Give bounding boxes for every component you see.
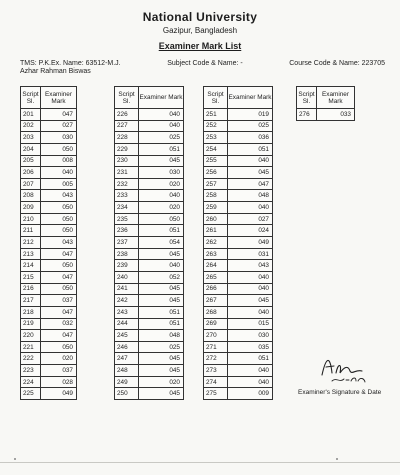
examiner-signature [318,351,368,385]
table-row [115,341,184,353]
script-number: 248 [115,365,139,377]
script-number: 244 [115,318,139,330]
examiner-mark: 045 [139,295,184,307]
table-row [204,155,273,167]
table-row [115,306,184,318]
table-row [21,248,77,260]
examiner-mark: 040 [228,202,273,214]
script-number: 252 [204,120,228,132]
table-row [115,132,184,144]
examiner-mark: 040 [228,365,273,377]
examiner-mark: 050 [41,341,77,353]
examiner-mark: 050 [41,225,77,237]
table-row [115,167,184,179]
examiner-mark: 030 [139,167,184,179]
table-row [204,353,273,365]
mark-header: Examiner Mark [228,87,273,109]
script-number: 270 [204,330,228,342]
script-number: 224 [21,376,41,388]
course-info: Course Code & Name: 223705 [289,60,385,67]
script-header: Script Sl. [297,87,317,109]
examiner-mark: 040 [41,167,77,179]
examiner-info: TMS: P.K.Ex. Name: 63512-M.J. [20,60,121,67]
scan-speck [14,458,16,460]
mark-table-3 [203,86,273,400]
script-number: 229 [115,143,139,155]
table-row [115,330,184,342]
examiner-mark: 008 [41,155,77,167]
script-number: 275 [204,388,228,400]
script-number: 214 [21,260,41,272]
script-number: 204 [21,143,41,155]
university-location: Gazipur, Bangladesh [162,26,238,35]
document-header [0,10,400,51]
table-row [21,225,77,237]
script-number: 226 [115,109,139,121]
mark-header: Examiner Mark [41,87,77,109]
examiner-mark: 040 [228,155,273,167]
table-row [204,237,273,249]
table-row [204,213,273,225]
table-row [204,271,273,283]
table-row [115,213,184,225]
script-number: 223 [21,365,41,377]
examiner-mark: 040 [228,271,273,283]
script-number: 263 [204,248,228,260]
table-row [204,283,273,295]
examiner-mark: 005 [41,178,77,190]
examiner-mark: 050 [41,283,77,295]
table-row [115,155,184,167]
table-row [204,376,273,388]
examiner-mark: 025 [139,132,184,144]
table-row [21,213,77,225]
script-number: 209 [21,202,41,214]
table-header-row [204,87,273,109]
examiner-mark: 045 [139,353,184,365]
table-row [115,295,184,307]
table-row [21,353,77,365]
table-row [21,376,77,388]
examiner-mark: 025 [228,120,273,132]
table-row [204,109,273,121]
examiner-mark: 045 [139,283,184,295]
script-number: 265 [204,271,228,283]
table-row [21,120,77,132]
script-number: 205 [21,155,41,167]
script-number: 269 [204,318,228,330]
script-number: 246 [115,341,139,353]
table-row [115,202,184,214]
script-number: 253 [204,132,228,144]
script-number: 210 [21,213,41,225]
script-number: 219 [21,318,41,330]
table-row [115,237,184,249]
table-row [115,365,184,377]
table-row [21,341,77,353]
script-number: 241 [115,283,139,295]
table-row [21,167,77,179]
examiner-mark: 045 [228,167,273,179]
script-number: 259 [204,202,228,214]
examiner-mark: 037 [41,365,77,377]
table-row [21,306,77,318]
table-row [21,143,77,155]
table-row [115,109,184,121]
examiner-mark: 054 [139,237,184,249]
table-row [204,202,273,214]
examiner-mark: 047 [41,248,77,260]
table-row [21,132,77,144]
examiner-mark: 024 [228,225,273,237]
table-row [204,388,273,400]
table-row [21,330,77,342]
exam-meta [20,60,385,75]
script-number: 267 [204,295,228,307]
script-number: 211 [21,225,41,237]
script-number: 266 [204,283,228,295]
script-number: 212 [21,237,41,249]
mark-header: Examiner Mark [317,87,355,109]
examiner-mark: 040 [228,283,273,295]
script-header: Script Sl. [204,87,228,109]
table-row [115,143,184,155]
examiner-mark: 047 [41,109,77,121]
table-row [115,260,184,272]
table-row [204,295,273,307]
script-number: 228 [115,132,139,144]
examiner-mark: 048 [228,190,273,202]
table-header-row [297,87,355,109]
examiner-mark: 048 [139,330,184,342]
script-number: 213 [21,248,41,260]
examiner-mark: 050 [139,213,184,225]
examiner-mark: 019 [228,109,273,121]
script-number: 201 [21,109,41,121]
examiner-mark: 045 [228,295,273,307]
examiner-mark: 045 [139,388,184,400]
script-number: 251 [204,109,228,121]
table-row [204,260,273,272]
table-row [115,376,184,388]
script-number: 274 [204,376,228,388]
script-number: 236 [115,225,139,237]
script-number: 218 [21,306,41,318]
examiner-name: Azhar Rahman Biswas [20,68,91,75]
examiner-mark: 040 [228,376,273,388]
examiner-mark: 030 [41,132,77,144]
table-row [21,295,77,307]
script-number: 216 [21,283,41,295]
table-row [21,318,77,330]
signature-label: Examiner's Signature & Date [298,389,382,396]
examiner-mark: 040 [139,120,184,132]
examiner-mark: 020 [139,202,184,214]
script-number: 238 [115,248,139,260]
examiner-mark: 027 [228,213,273,225]
script-number: 221 [21,341,41,353]
script-number: 235 [115,213,139,225]
script-number: 262 [204,237,228,249]
examiner-mark: 051 [139,225,184,237]
script-number: 264 [204,260,228,272]
examiner-mark: 047 [41,306,77,318]
script-number: 215 [21,271,41,283]
table-header-row [21,87,77,109]
table-row [297,109,355,121]
examiner-mark: 009 [228,388,273,400]
script-number: 231 [115,167,139,179]
script-number: 225 [21,388,41,400]
script-number: 239 [115,260,139,272]
table-row [204,318,273,330]
examiner-mark: 020 [41,353,77,365]
script-number: 242 [115,295,139,307]
examiner-mark: 015 [228,318,273,330]
examiner-mark: 035 [228,341,273,353]
script-number: 203 [21,132,41,144]
table-row [204,167,273,179]
script-number: 276 [297,109,317,121]
script-header: Script Sl. [21,87,41,109]
scan-speck [336,458,338,460]
examiner-mark: 037 [41,295,77,307]
examiner-mark: 043 [41,190,77,202]
table-row [204,306,273,318]
examiner-mark: 028 [41,376,77,388]
subject-info: Subject Code & Name: - [167,60,243,67]
script-number: 271 [204,341,228,353]
script-number: 250 [115,388,139,400]
examiner-mark: 047 [41,271,77,283]
script-number: 256 [204,167,228,179]
table-row [21,190,77,202]
examiner-mark: 047 [41,330,77,342]
examiner-mark: 043 [228,260,273,272]
document-title: Examiner Mark List [158,41,242,51]
table-row [21,283,77,295]
examiner-mark: 049 [228,237,273,249]
script-number: 227 [115,120,139,132]
table-row [21,365,77,377]
table-row [204,178,273,190]
examiner-mark: 051 [139,143,184,155]
script-number: 243 [115,306,139,318]
script-number: 237 [115,237,139,249]
examiner-mark: 050 [41,143,77,155]
examiner-mark: 027 [41,120,77,132]
table-row [115,388,184,400]
table-row [204,190,273,202]
script-number: 255 [204,155,228,167]
script-number: 268 [204,306,228,318]
script-number: 273 [204,365,228,377]
script-number: 232 [115,178,139,190]
examiner-mark: 047 [228,178,273,190]
table-row [115,353,184,365]
examiner-mark: 040 [139,109,184,121]
script-number: 207 [21,178,41,190]
table-header-row [115,87,184,109]
script-number: 220 [21,330,41,342]
table-row [115,178,184,190]
examiner-mark: 045 [139,155,184,167]
page-bottom-edge [0,462,400,463]
examiner-mark: 030 [228,330,273,342]
examiner-mark: 025 [139,341,184,353]
examiner-mark: 051 [228,353,273,365]
table-row [21,155,77,167]
script-number: 240 [115,271,139,283]
examiner-mark: 050 [41,213,77,225]
table-row [115,190,184,202]
examiner-mark: 040 [228,306,273,318]
table-row [204,120,273,132]
university-name: National University [142,10,258,24]
script-header: Script Sl. [115,87,139,109]
examiner-mark: 020 [139,376,184,388]
script-number: 217 [21,295,41,307]
script-number: 247 [115,353,139,365]
script-number: 260 [204,213,228,225]
examiner-mark: 036 [228,132,273,144]
examiner-mark: 051 [139,318,184,330]
examiner-mark: 049 [41,388,77,400]
mark-table-2 [114,86,184,400]
script-number: 208 [21,190,41,202]
table-row [204,341,273,353]
table-row [115,283,184,295]
mark-header: Examiner Mark [139,87,184,109]
script-number: 245 [115,330,139,342]
examiner-mark: 043 [41,237,77,249]
table-row [21,388,77,400]
table-row [204,143,273,155]
table-row [21,109,77,121]
table-row [204,225,273,237]
script-number: 233 [115,190,139,202]
examiner-mark: 040 [139,260,184,272]
script-number: 222 [21,353,41,365]
script-number: 254 [204,143,228,155]
examiner-mark: 051 [139,306,184,318]
script-number: 202 [21,120,41,132]
examiner-mark: 045 [139,365,184,377]
table-row [21,178,77,190]
table-row [21,237,77,249]
table-row [115,248,184,260]
table-row [204,330,273,342]
examiner-mark: 052 [139,271,184,283]
script-number: 261 [204,225,228,237]
examiner-mark: 033 [317,109,355,121]
examiner-mark: 032 [41,318,77,330]
examiner-mark: 031 [228,248,273,260]
script-number: 249 [115,376,139,388]
examiner-mark: 051 [228,143,273,155]
script-number: 272 [204,353,228,365]
table-row [204,365,273,377]
mark-table-1 [20,86,77,400]
table-row [204,132,273,144]
script-number: 258 [204,190,228,202]
table-row [21,260,77,272]
examiner-mark: 050 [41,202,77,214]
script-number: 234 [115,202,139,214]
script-number: 206 [21,167,41,179]
table-row [204,248,273,260]
examiner-mark: 040 [139,190,184,202]
script-number: 257 [204,178,228,190]
table-row [115,318,184,330]
script-number: 230 [115,155,139,167]
examiner-mark: 020 [139,178,184,190]
examiner-mark: 050 [41,260,77,272]
table-row [21,202,77,214]
examiner-mark: 045 [139,248,184,260]
mark-table-4 [296,86,355,121]
table-row [21,271,77,283]
table-row [115,271,184,283]
table-row [115,225,184,237]
table-row [115,120,184,132]
